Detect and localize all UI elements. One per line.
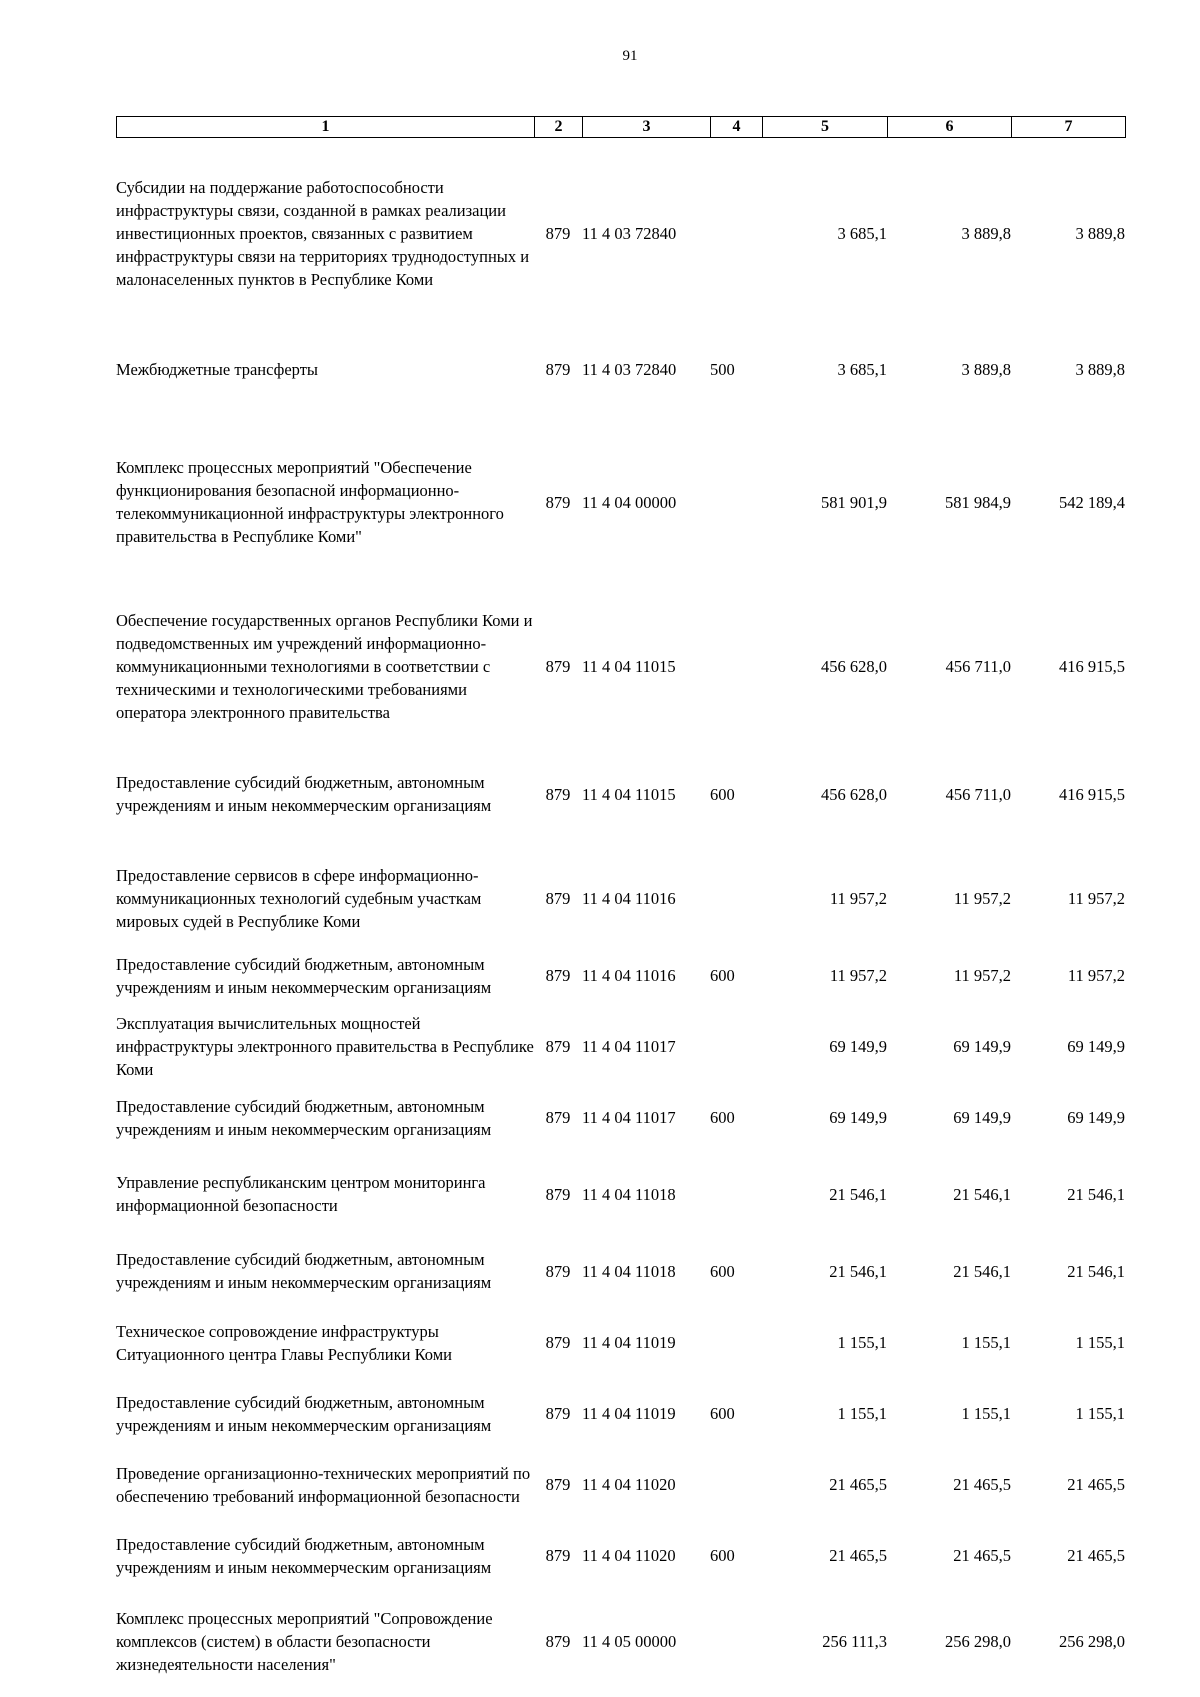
cell-v2: 69 149,9 [953,1037,1011,1056]
cell-v2: 456 711,0 [945,784,1011,804]
row-spacer [116,414,1125,442]
cell-v3: 542 189,4 [1059,492,1125,512]
cell-csr: 11 4 04 11020 [582,1546,676,1565]
cell-csr: 11 4 04 11017 [582,1108,676,1127]
cell-name: Предоставление субсидий бюджетным, автономным учреждениям и иным некоммерческим организациям [116,1534,492,1577]
cell-v1: 1 155,1 [837,1404,887,1423]
cell-vr: 600 [710,1108,735,1127]
table-row [116,1153,1125,1235]
cell-vr [710,1011,762,1082]
cell-name: Предоставление субсидий бюджетным, автономным учреждениям и иным некоммерческим организациям [116,773,492,815]
cell-csr: 11 4 04 11020 [582,1475,676,1494]
cell-vr: 600 [710,784,735,804]
cell-v3: 21 465,5 [1067,1475,1125,1494]
table-row [116,1378,1125,1449]
cell-name: Предоставление субсидий бюджетным, автономным учреждениям и иным некоммерческим организациям [116,1392,492,1435]
row-spacer [116,304,1125,324]
cell-grbs: 879 [545,784,571,804]
cell-v3: 11 957,2 [1067,966,1125,985]
cell-name: Предоставление субсидий бюджетным, автономным учреждениям и иным некоммерческим организациям [116,1250,492,1292]
cell-v2: 3 889,8 [961,223,1011,243]
budget-table [116,162,1125,1691]
row-spacer [116,562,1125,586]
cell-v1: 3 685,1 [837,223,887,243]
header-row [117,117,1126,138]
cell-v2: 21 465,5 [953,1475,1011,1494]
header-col-4: 4 [711,117,763,138]
cell-name: Техническое сопровождение инфраструктуры Ситуационного центра Главы Республики Коми [116,1321,452,1364]
cell-csr: 11 4 04 11015 [582,784,676,804]
cell-grbs: 879 [545,1333,571,1352]
cell-grbs: 879 [545,966,571,985]
cell-v3: 256 298,0 [1059,1631,1125,1651]
cell-v2: 581 984,9 [945,492,1011,512]
cell-name: Предоставление сервисов в сфере информационно-коммуникационных технологий судебным участкам мировых судей в Республике Коми [116,865,482,931]
spacer-cell [116,304,1125,324]
cell-csr: 11 4 04 11015 [582,656,676,676]
table-row [116,1520,1125,1591]
cell-v3: 11 957,2 [1067,888,1125,908]
cell-v2: 456 711,0 [945,656,1011,676]
header-col-6: 6 [888,117,1012,138]
cell-csr: 11 4 05 00000 [582,1631,677,1651]
cell-v2: 21 546,1 [953,1261,1011,1281]
cell-grbs: 879 [545,223,571,243]
cell-v1: 3 685,1 [837,359,887,379]
spacer-cell [116,562,1125,586]
cell-csr: 11 4 04 11016 [582,888,676,908]
cell-name: Обеспечение государственных органов Республики Коми и подведомственных им учреждений информационно-коммуникационными технологиями в соответствии с техническими и технологическими требованиями оператора электронного правительства [116,610,533,722]
cell-csr: 11 4 04 11018 [582,1261,676,1281]
cell-v3: 1 155,1 [1075,1333,1125,1352]
cell-csr: 11 4 03 72840 [582,359,677,379]
cell-v1: 456 628,0 [821,784,887,804]
cell-v1: 1 155,1 [837,1333,887,1352]
table-row [116,746,1125,842]
cell-grbs: 879 [545,1261,571,1281]
cell-v3: 21 465,5 [1067,1546,1125,1565]
spacer-cell [116,414,1125,442]
cell-v1: 581 901,9 [821,492,887,512]
cell-vr [710,1307,762,1378]
cell-vr: 600 [710,1261,735,1281]
cell-name: Комплекс процессных мероприятий "Сопровождение комплексов (систем) в области безопасности жизнедеятельности населения" [116,1608,493,1674]
spacer-cell [116,842,1125,856]
cell-v3: 69 149,9 [1067,1037,1125,1056]
cell-v3: 69 149,9 [1067,1108,1125,1127]
header-col-5: 5 [763,117,888,138]
cell-v1: 69 149,9 [829,1037,887,1056]
cell-v2: 11 957,2 [953,888,1011,908]
table-row [116,1449,1125,1520]
cell-v2: 11 957,2 [953,966,1011,985]
cell-grbs: 879 [545,1475,571,1494]
cell-v2: 256 298,0 [945,1631,1011,1651]
cell-v1: 456 628,0 [821,656,887,676]
cell-name: Эксплуатация вычислительных мощностей инфраструктуры электронного правительства в Республике Коми [116,1014,534,1079]
cell-name: Проведение организационно-технических мероприятий по обеспечению требований информационной безопасности [116,1463,531,1506]
cell-grbs: 879 [545,1184,571,1204]
cell-v1: 11 957,2 [829,888,887,908]
table-row [116,856,1125,940]
table-row [116,1235,1125,1307]
cell-csr: 11 4 04 11016 [582,966,676,985]
cell-v3: 21 546,1 [1067,1261,1125,1281]
table-row [116,1591,1125,1691]
cell-csr: 11 4 04 11017 [582,1037,676,1056]
cell-v3: 21 546,1 [1067,1184,1125,1204]
cell-grbs: 879 [545,1037,571,1056]
cell-vr [710,442,762,562]
cell-name: Комплекс процессных мероприятий "Обеспечение функционирования безопасной информационно-телекоммуникационной инфраструктуры электронного правительства в Республике Коми" [116,458,504,546]
header-col-1: 1 [117,117,535,138]
cell-vr [710,1591,762,1691]
cell-v3: 3 889,8 [1075,223,1125,243]
cell-vr [710,1449,762,1520]
cell-v3: 3 889,8 [1075,359,1125,379]
cell-grbs: 879 [545,656,571,676]
table-row [116,586,1125,746]
cell-csr: 11 4 04 11019 [582,1404,676,1423]
cell-csr: 11 4 04 11019 [582,1333,676,1352]
table-row [116,940,1125,1011]
table-row [116,1011,1125,1082]
cell-grbs: 879 [545,1546,571,1565]
cell-v1: 256 111,3 [822,1631,887,1651]
table-header [116,116,1126,138]
cell-csr: 11 4 03 72840 [582,223,677,243]
cell-v1: 21 465,5 [829,1475,887,1494]
cell-vr [710,1153,762,1235]
cell-vr: 600 [710,1404,735,1423]
header-col-2: 2 [535,117,583,138]
cell-v1: 21 546,1 [829,1261,887,1281]
cell-name: Предоставление субсидий бюджетным, автономным учреждениям и иным некоммерческим организациям [116,1096,492,1139]
cell-v1: 21 546,1 [829,1184,887,1204]
cell-v2: 3 889,8 [961,359,1011,379]
cell-v1: 21 465,5 [829,1546,887,1565]
cell-name: Субсидии на поддержание работоспособности инфраструктуры связи, созданной в рамках реализации инвестиционных проектов, связанных с развитием инфраструктуры связи на территориях труднодоступных и малонаселенных пунктов в Республике Коми [116,177,530,289]
cell-v2: 21 546,1 [953,1184,1011,1204]
cell-vr [710,856,762,940]
cell-grbs: 879 [545,1631,571,1651]
cell-name: Межбюджетные трансферты [116,359,319,379]
cell-grbs: 879 [545,1108,571,1127]
cell-name: Предоставление субсидий бюджетным, автономным учреждениям и иным некоммерческим организациям [116,954,492,997]
table-row [116,1307,1125,1378]
cell-v2: 21 465,5 [953,1546,1011,1565]
cell-name: Управление республиканским центром мониторинга информационной безопасности [116,1173,486,1215]
cell-v3: 416 915,5 [1059,656,1125,676]
cell-v1: 11 957,2 [829,966,887,985]
cell-v3: 416 915,5 [1059,784,1125,804]
cell-v3: 1 155,1 [1075,1404,1125,1423]
cell-grbs: 879 [545,492,571,512]
cell-v2: 1 155,1 [961,1333,1011,1352]
header-col-7: 7 [1012,117,1126,138]
table-row [116,442,1125,562]
table-row [116,1082,1125,1153]
cell-v2: 1 155,1 [961,1404,1011,1423]
cell-csr: 11 4 04 11018 [582,1184,676,1204]
cell-vr [710,586,762,746]
cell-vr: 600 [710,966,735,985]
cell-vr: 500 [710,359,735,379]
cell-v1: 69 149,9 [829,1108,887,1127]
cell-grbs: 879 [545,359,571,379]
cell-grbs: 879 [545,888,571,908]
row-spacer [116,842,1125,856]
cell-vr: 600 [710,1546,735,1565]
cell-csr: 11 4 04 00000 [582,492,677,512]
cell-v2: 69 149,9 [953,1108,1011,1127]
page-number: 91 [622,48,638,64]
cell-vr [710,162,762,304]
cell-grbs: 879 [545,1404,571,1423]
table-row [116,162,1125,304]
header-col-3: 3 [583,117,711,138]
table-row [116,324,1125,414]
